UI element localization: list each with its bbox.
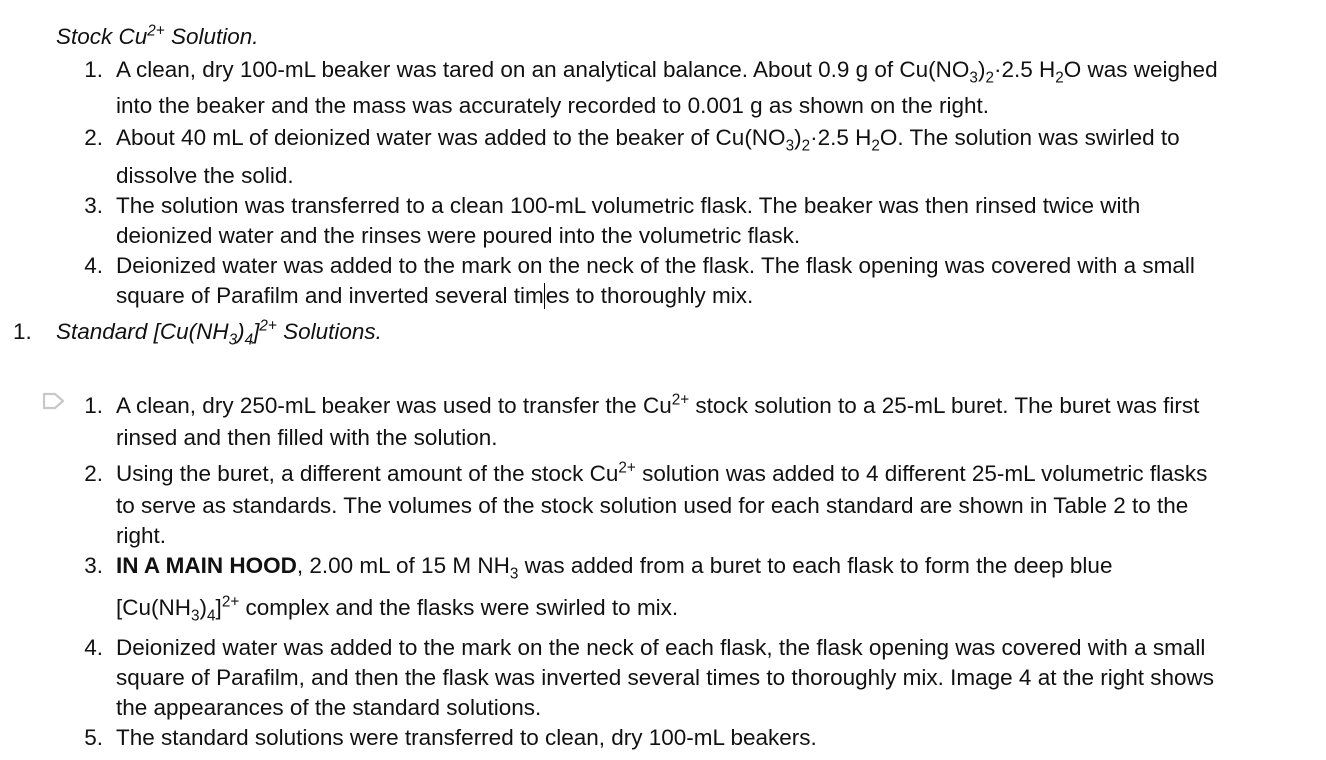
text-run: ·2.5 H	[810, 125, 872, 150]
list-number: 2.	[84, 461, 103, 486]
text-run: O was weighed	[1063, 57, 1218, 82]
text-run: , 2.00 mL of 15 M NH	[296, 553, 510, 578]
text-run: 2	[801, 137, 811, 155]
text-run: ]	[215, 595, 222, 620]
list-number: 3.	[84, 193, 103, 218]
list-item-line: Deionized water was added to the mark on the neck of the flask. The flask opening was covered with a small	[116, 253, 1195, 278]
text-run: About 40 mL of deionized water was added to the beaker of Cu(NO	[116, 125, 786, 150]
list-number: 4.	[84, 635, 103, 660]
list-number: 4.	[84, 253, 103, 278]
text-run: IN A MAIN HOOD	[116, 553, 297, 578]
list-item-line	[116, 460, 1207, 488]
list-item-line: deionized water and the rinses were poured into the volumetric flask.	[116, 223, 801, 248]
text-run: solution was added to 4 different 25-mL volumetric flasks	[635, 461, 1208, 486]
text-run: 3	[969, 69, 978, 87]
list-item-line	[116, 392, 1199, 420]
text-run: Using the buret, a different amount of the stock Cu	[116, 461, 619, 486]
list-item-line: The standard solutions were transferred to clean, dry 100-mL beakers.	[116, 725, 817, 750]
list-number: 1.	[84, 393, 103, 418]
text-run: 2	[1055, 69, 1064, 87]
text-run: O. The solution was swirled to	[879, 125, 1180, 150]
list-item-line: Deionized water was added to the mark on the neck of each flask, the flask opening was covered with a small	[116, 635, 1206, 660]
list-item-line: the appearances of the standard solutions.	[116, 695, 542, 720]
list-item-line	[116, 593, 679, 625]
collapse-triangle-icon[interactable]	[41, 392, 67, 410]
list-item-line: dissolve the solid.	[116, 163, 294, 188]
list-item-line: to serve as standards. The volumes of the stock solution used for each standard are shown in Table 2 to the	[116, 493, 1189, 518]
text-run: 3	[191, 607, 200, 625]
text-run: Standard [Cu(NH	[56, 319, 229, 344]
list-number: 3.	[84, 553, 103, 578]
text-run: square of Parafilm and inverted several tim	[116, 283, 544, 308]
text-run: 3	[228, 331, 238, 349]
list-item-line	[116, 552, 1113, 583]
list-item-line	[116, 56, 1218, 87]
section-heading-stock-solution	[56, 23, 259, 51]
text-run: )	[199, 595, 208, 620]
text-run: ]	[253, 319, 260, 344]
section-heading-standard-solutions	[56, 317, 382, 349]
list-item-line	[116, 282, 753, 310]
text-run: 4	[244, 331, 254, 349]
text-run: 4	[207, 607, 216, 625]
list-number: 2.	[84, 125, 103, 150]
text-run: 2+	[618, 459, 636, 477]
list-item-line: into the beaker and the mass was accurately recorded to 0.001 g as shown on the right.	[116, 93, 990, 118]
text-run: es to thoroughly mix.	[545, 283, 754, 308]
text-run: A clean, dry 100-mL beaker was tared on an analytical balance. About 0.9 g of Cu(NO	[116, 57, 970, 82]
text-run: complex and the flasks were swirled to mix.	[239, 595, 679, 620]
text-run: 2+	[221, 593, 240, 611]
text-run: 3	[785, 137, 795, 155]
text-run: A clean, dry 250-mL beaker was used to transfer the Cu	[116, 393, 672, 418]
list-number: 1.	[84, 57, 103, 82]
text-run: 2+	[671, 391, 690, 409]
text-run: )	[977, 57, 986, 82]
text-run: 3	[509, 565, 519, 583]
list-item-line: The solution was transferred to a clean 100-mL volumetric flask. The beaker was then rinsed twice with	[116, 193, 1141, 218]
text-run: 2+	[147, 22, 165, 40]
list-item-line	[116, 124, 1180, 155]
list-item-line: right.	[116, 523, 167, 548]
text-run: )	[237, 319, 245, 344]
text-run: Solutions.	[276, 319, 382, 344]
list-number: 5.	[84, 725, 103, 750]
text-run: Solution.	[164, 24, 259, 49]
text-run: 2+	[259, 317, 277, 335]
section-number: 1.	[13, 319, 32, 344]
text-run: 2	[985, 69, 994, 87]
text-run: stock solution to a 25-mL buret. The buret was first	[689, 393, 1200, 418]
text-run: [Cu(NH	[116, 595, 192, 620]
text-run: was added from a buret to each flask to form the deep blue	[518, 553, 1113, 578]
text-run: Stock Cu	[56, 24, 148, 49]
text-run: )	[794, 125, 802, 150]
text-run: 2	[871, 137, 880, 155]
text-run: ·2.5 H	[993, 57, 1056, 82]
list-item-line: rinsed and then filled with the solution.	[116, 425, 498, 450]
list-item-line: square of Parafilm, and then the flask was inverted several times to thoroughly mix. Image 4 at the right shows	[116, 665, 1215, 690]
